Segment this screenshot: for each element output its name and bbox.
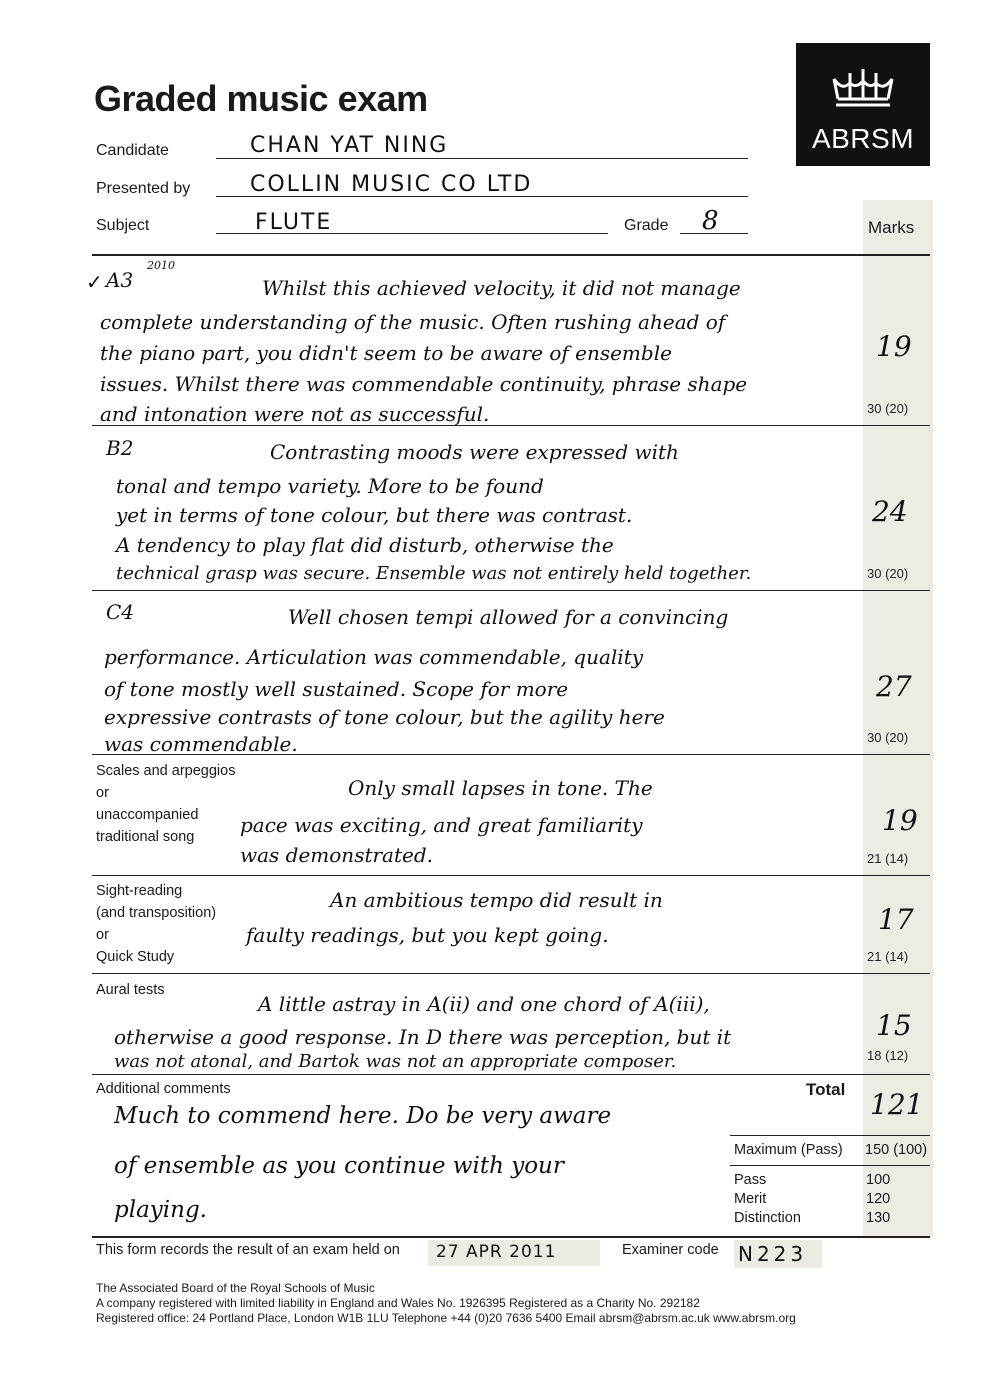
section-label: Scales and arpeggios or unaccompanied traditional song [96,763,236,845]
footer-line: Registered office: 24 Portland Place, London W1B 1LU Telephone +44 (0)20 7636 5400 Email abrsm@abrsm.ac.uk www.abrsm.org [96,1311,796,1325]
scales-mark: 19 [882,804,918,837]
pass-mark: 21 (14) [867,949,909,964]
marks-heading: Marks [868,218,915,237]
piece-code: C4 [106,600,135,624]
comment-line: A tendency to play flat did disturb, otherwise the [116,533,614,557]
exam-record-text: This form records the result of an exam held on [96,1242,400,1258]
comment-line: tonal and tempo variety. More to be found [116,474,544,498]
crown-icon [796,43,930,123]
distinction-value: 130 [866,1210,891,1226]
footer-line: A company registered with limited liability in England and Wales No. 1926395 Registered as a Charity No. 292182 [96,1296,700,1310]
grade-label: Grade [624,217,669,234]
subject-label: Subject [96,217,150,234]
piece-mark: 24 [872,495,908,528]
merit-label: Merit [734,1191,767,1207]
grade-value: 8 [702,206,719,236]
comment-line: otherwise a good response. In D there was perception, but it [114,1025,732,1049]
total-value: 121 [870,1088,924,1121]
comment-line: was demonstrated. [240,843,434,867]
comment-line: Much to commend here. Do be very aware [114,1103,612,1129]
comment-line: performance. Articulation was commendable, quality [104,645,644,669]
comment-line: Well chosen tempi allowed for a convincing [288,605,729,629]
comment-line: faulty readings, but you kept going. [246,923,609,947]
comment-line: was commendable. [104,732,298,756]
piece-code: A3 [106,268,134,292]
comment-line: of ensemble as you continue with your [114,1153,564,1179]
comment-line: issues. Whilst there was commendable continuity, phrase shape [100,372,748,396]
pass-mark: 21 (14) [867,851,909,866]
comment-line: of tone mostly well sustained. Scope for more [104,677,569,701]
subject-value: FLUTE [255,210,333,235]
maximum-value: 150 (100) [865,1142,928,1158]
section-label: Aural tests [96,982,165,998]
footer [96,1281,796,1326]
comment-line: the piano part, you didn't seem to be aware of ensemble [100,341,672,365]
piece-mark: 27 [876,670,912,703]
pass-value: 100 [866,1172,891,1188]
pass-label: Pass [734,1172,767,1188]
comment-line: Contrasting moods were expressed with [270,440,679,464]
aural-mark: 15 [876,1009,912,1042]
pass-mark: 30 (20) [867,730,909,745]
comment-line: technical grasp was secure. Ensemble was not entirely held together. [116,563,752,584]
piece-code: B2 [106,436,134,460]
piece-mark: 19 [876,330,912,363]
merit-value: 120 [866,1191,891,1207]
maximum-label: Maximum (Pass) [734,1142,843,1158]
exam-date: 27 APR 2011 [436,1242,557,1262]
sight-reading-mark: 17 [878,903,914,936]
brand-name: ABRSM [811,123,915,154]
comment-line: A little astray in A(ii) and one chord of A(iii), [258,992,710,1016]
comment-line: playing. [114,1197,207,1223]
comment-line: complete understanding of the music. Often rushing ahead of [100,310,726,334]
footer-line: The Associated Board of the Royal Schools of Music [96,1281,375,1295]
comment-line: expressive contrasts of tone colour, but the agility here [104,705,665,729]
comment-line: was not atonal, and Bartok was not an appropriate composer. [114,1051,677,1072]
comment-line: An ambitious tempo did result in [330,888,663,912]
tick-mark: ✓ [86,270,103,294]
comment-line: yet in terms of tone colour, but there was contrast. [116,503,633,527]
page-title: Graded music exam [94,78,428,119]
piece-year: 2010 [147,259,175,272]
abrsm-logo [796,43,930,166]
total-label: Total [806,1080,846,1099]
presented-by-value: COLLIN MUSIC CO LTD [250,172,533,197]
comment-line: and intonation were not as successful. [100,402,490,426]
presented-by-label: Presented by [96,180,191,197]
examiner-code: N223 [738,1242,808,1266]
section-label: Sight-reading (and transposition) or Quick Study [96,883,217,965]
pass-mark: 30 (20) [867,401,909,416]
comment-line: Only small lapses in tone. The [348,776,653,800]
candidate-value: CHAN YAT NING [250,133,449,158]
comment-line: pace was exciting, and great familiarity [240,813,643,837]
additional-comments-label: Additional comments [96,1081,231,1097]
pass-mark: 18 (12) [867,1048,909,1063]
comment-line: Whilst this achieved velocity, it did not manage [262,276,741,300]
examiner-code-label: Examiner code [622,1242,719,1258]
distinction-label: Distinction [734,1210,801,1226]
candidate-label: Candidate [96,142,169,159]
pass-mark: 30 (20) [867,566,909,581]
